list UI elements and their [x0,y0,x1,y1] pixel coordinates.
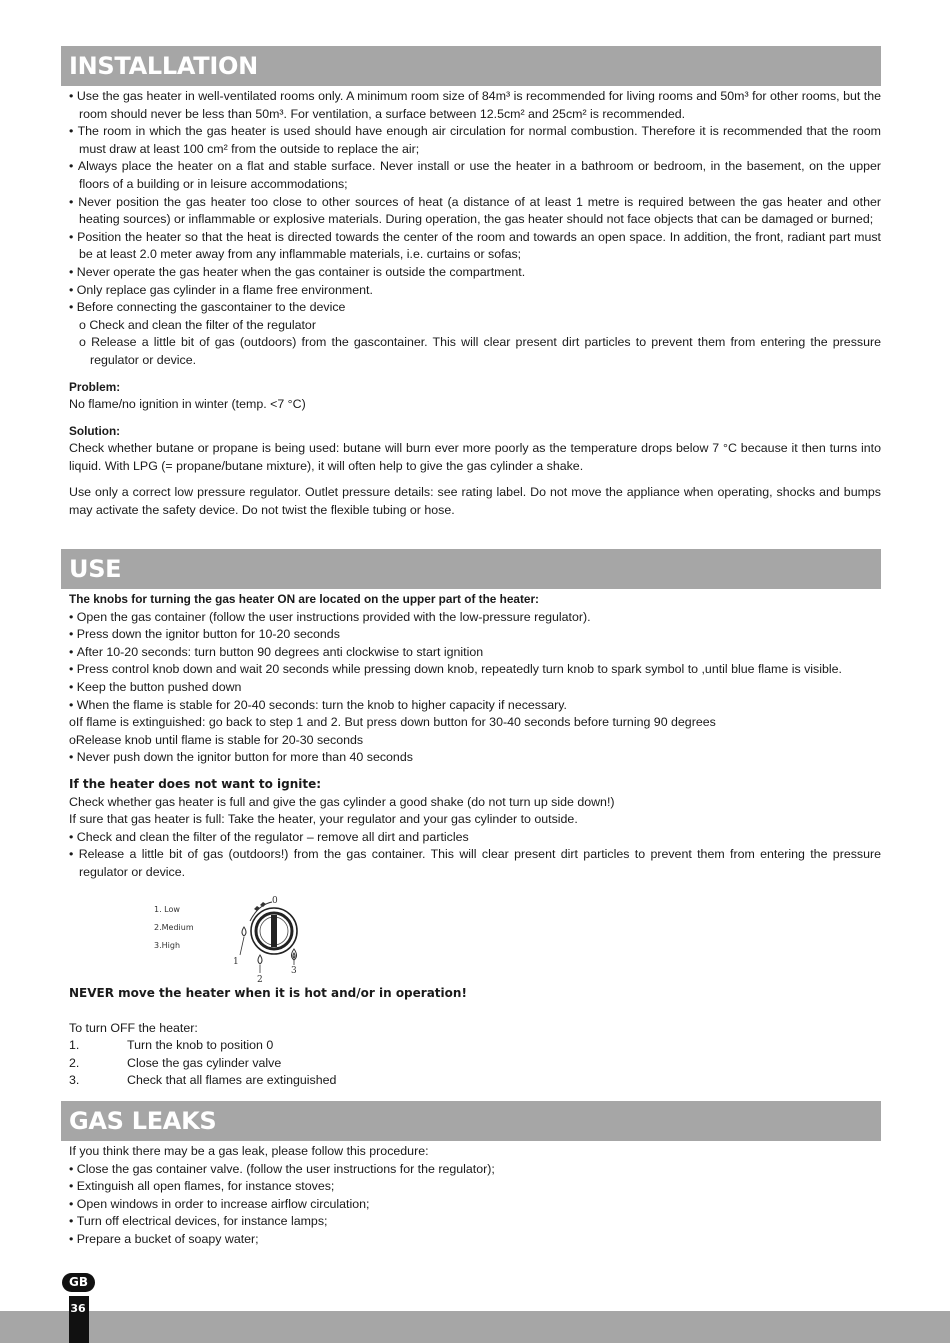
sub-list-item: o Release a little bit of gas (outdoors) from the gascontainer. This will clear present dirt particles to prevent them from entering the pressure regulator or device. [69,334,881,369]
installation-content [69,88,881,520]
step-number: 3. [69,1073,80,1088]
sub-list-item: o Check and clean the filter of the regulator [69,317,881,335]
list-item: • Never position the gas heater too close to other sources of heat (a distance of at least 1 metre is required between the gas heater and other heating sources) or inflammable or explosive materials. During operation, the gas heater should not face objects that can be damaged or burned; [69,194,881,229]
flame-icon [258,955,262,973]
gas-leaks-intro: If you think there may be a gas leak, please follow this procedure: [69,1144,429,1158]
regulator-text: Use only a correct low pressure regulator. Outlet pressure details: see rating label. Do not move the appliance when operating, shocks and bumps may activate the safety device. Do not twist the flexible tubing or hose. [69,485,881,518]
position-1: 1 [233,957,239,967]
list-item [69,1072,881,1090]
no-ignite-line: If sure that gas heater is full: Take the heater, your regulator and your gas cylinder to outside. [69,812,578,827]
no-ignite-line: Check whether gas heater is full and give the gas cylinder a good shake (do not turn up side down!) [69,794,615,809]
list-item: • Press control knob down and wait 20 seconds while pressing down knob, repeatedly turn knob to spark symbol to ,until blue flame is visible. [69,661,881,679]
sub-list-item: o Release knob until flame is stable for 20-30 seconds [69,732,881,750]
list-item: • Never push down the ignitor button for more than 40 seconds [69,749,881,767]
gas-leaks-content [69,1143,881,1249]
page-number: 36 [70,1302,86,1315]
list-item: • Extinguish all open flames, for instance stoves; [69,1178,881,1196]
turn-off-intro: To turn OFF the heater: [69,1020,198,1035]
step-number: 2. [69,1055,80,1070]
problem-label: Problem: [69,379,121,394]
position-2: 2 [257,975,263,985]
dial-zero-mark: 0 [272,896,278,906]
section-heading-use: USE [61,549,881,589]
step-number: 1. [69,1038,80,1053]
list-item: • When the flame is stable for 20-40 seconds: turn the knob to higher capacity if necessary. [69,697,881,715]
legend-medium: 2.Medium [154,923,194,932]
list-item: • Position the heater so that the heat is directed towards the center of the room and towards an open space. In addition, the front, radiant part must be at least 2.0 meter away from any inflammable materials, i.e. curtains or sofas; [69,229,881,264]
step-text: Turn the knob to position 0 [127,1038,274,1053]
list-item: • Open windows in order to increase airflow circulation; [69,1196,881,1214]
knob-dial [250,902,297,954]
list-item: • Always place the heater on a flat and stable surface. Never install or use the heater in a bathroom or bedroom, in the basement, on the upper floors of a building or in leisure accommodations; [69,158,881,193]
list-item: • Close the gas container valve. (follow the user instructions for the regulator); [69,1161,881,1179]
list-item: • Only replace gas cylinder in a flame free environment. [69,282,881,300]
footer-bar [0,1311,950,1343]
list-item [69,1055,881,1073]
solution-text: Check whether butane or propane is being used: butane will burn ever more poorly as the temperature drops below 7 °C because it then turns into liquid. With LPG (= propane/butane mixture), it will often help to give the gas cylinder a shake. [69,441,881,473]
list-item: • Prepare a bucket of soapy water; [69,1231,881,1249]
flame-icon [292,949,297,965]
list-item: • Use the gas heater in well-ventilated rooms only. A minimum room size of 84m³ is recommended for living rooms and 50m³ for other rooms, but the room should never be less than 50m³. For ventilation, a surface between 12.5cm² and 25cm² is recommended. [69,88,881,123]
list-item: • Open the gas container (follow the user instructions provided with the low-pressure regulator). [69,609,881,627]
list-item: • Keep the button pushed down [69,679,881,697]
list-item: • Never operate the gas heater when the gas container is outside the compartment. [69,264,881,282]
use-intro: The knobs for turning the gas heater ON are located on the upper part of the heater: [69,592,539,606]
problem-text: No flame/no ignition in winter (temp. <7 °C) [69,397,306,412]
knob-diagram [150,893,310,985]
list-item: • After 10-20 seconds: turn button 90 degrees anti clockwise to start ignition [69,644,881,662]
turn-off-content [69,985,881,1090]
list-item: • Before connecting the gascontainer to the device [69,299,881,317]
list-item: • Press down the ignitor button for 10-20 seconds [69,626,881,644]
sub-list-item: o If flame is extinguished: go back to step 1 and 2. But press down button for 30-40 seconds before turning 90 degrees [69,714,881,732]
list-item: • Check and clean the filter of the regulator – remove all dirt and particles [69,829,881,847]
use-content [69,591,881,882]
list-item: • Turn off electrical devices, for instance lamps; [69,1213,881,1231]
section-heading-gas-leaks: GAS LEAKS [61,1101,881,1141]
list-item [69,1037,881,1055]
section-heading-installation: INSTALLATION [61,46,881,86]
list-item: • The room in which the gas heater is used should have enough air circulation for normal combustion. Therefore it is recommended that the room must draw at least 100 cm² from the outside to replace the air; [69,123,881,158]
solution-label: Solution: [69,423,121,438]
step-text: Check that all flames are extinguished [127,1073,337,1088]
page-number-tab [69,1296,89,1343]
legend-high: 3.High [154,941,181,950]
flame-icon [240,927,246,955]
never-move-warning: NEVER move the heater when it is hot and/or in operation! [69,986,467,1000]
language-badge: GB [62,1273,95,1292]
no-ignite-label: If the heater does not want to ignite: [69,776,322,791]
step-text: Close the gas cylinder valve [127,1055,282,1070]
list-item: • Release a little bit of gas (outdoors!) from the gas container. This will clear present dirt particles to prevent them from entering the pressure regulator or device. [69,846,881,881]
position-3: 3 [291,966,297,976]
legend-low: 1. Low [154,905,180,914]
